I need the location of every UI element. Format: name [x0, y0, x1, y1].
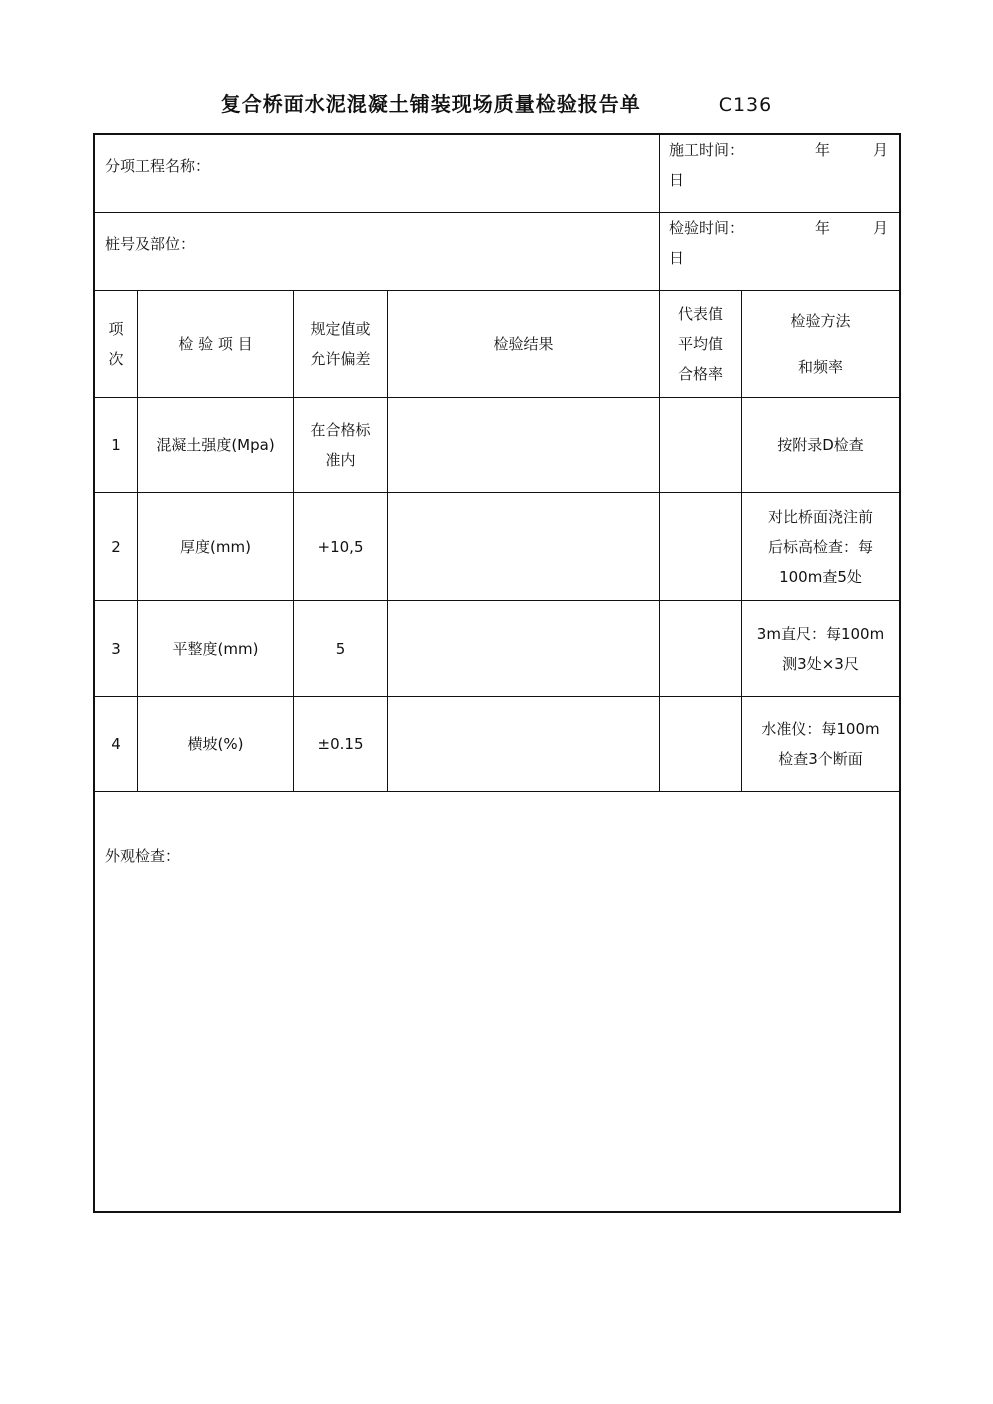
title-text: 复合桥面水泥混凝土铺装现场质量检验报告单 — [220, 92, 641, 116]
row-3-item: 平整度(mm) — [172, 639, 259, 658]
inspection-time-label: 检验时间： — [669, 219, 745, 237]
inspection-month: 月 — [873, 219, 889, 237]
row-4-method: 水准仪：每100m 检查3个断面 — [761, 720, 880, 768]
row-divider — [95, 791, 899, 792]
row-3-method: 3m直尺：每100m 测3处×3尺 — [756, 624, 885, 673]
inspection-day: 日 — [669, 249, 685, 267]
inspection-form — [93, 133, 901, 1213]
row-4-no: 4 — [111, 735, 121, 753]
row-2-item: 厚度(mm) — [180, 537, 251, 556]
construction-day: 日 — [669, 171, 685, 189]
row-2-no: 2 — [111, 537, 121, 556]
col-header-result: 检验结果 — [493, 335, 554, 353]
station-label: 桩号及部位： — [105, 235, 196, 253]
row-3-no: 3 — [111, 639, 121, 658]
inspection-year: 年 — [815, 219, 831, 237]
form-code: C136 — [718, 94, 773, 116]
col-header-representative: 代表值 平均值 合格率 — [677, 305, 723, 383]
row-1-method: 按附录D检查 — [777, 436, 864, 454]
header-divider — [659, 135, 660, 290]
row-1-no: 1 — [111, 436, 121, 454]
row-1-item: 混凝土强度(Mpa) — [156, 436, 275, 454]
page-title — [0, 88, 993, 117]
col-header-method: 检验方法 和频率 — [790, 311, 851, 376]
row-3-spec: 5 — [335, 639, 346, 658]
row-4-spec: ±0.15 — [317, 735, 364, 753]
row-1-spec: 在合格标 准内 — [310, 421, 371, 469]
col-header-spec: 规定值或 允许偏差 — [310, 320, 371, 368]
construction-year: 年 — [815, 141, 831, 159]
row-2-method: 对比桥面浇注前 后标高检查：每 100m查5处 — [767, 507, 873, 586]
row-2-spec: +10,5 — [317, 537, 364, 556]
appearance-label: 外观检查： — [105, 847, 181, 865]
construction-month: 月 — [873, 141, 889, 159]
col-header-no: 项 次 — [108, 320, 124, 368]
row-divider — [95, 212, 899, 213]
col-header-item: 检 验 项 目 — [178, 335, 253, 353]
construction-time-label: 施工时间： — [669, 141, 745, 159]
row-4-item: 横坡(%) — [187, 735, 244, 753]
project-name-label: 分项工程名称： — [105, 157, 211, 175]
